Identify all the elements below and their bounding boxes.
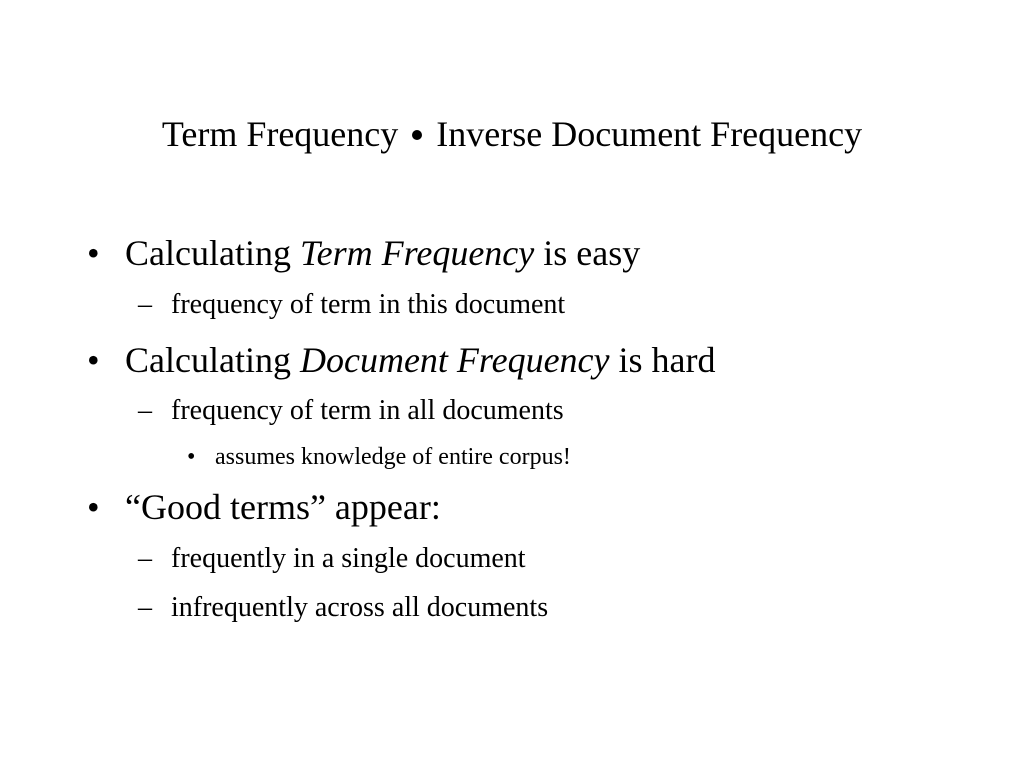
title-right-text: Inverse Document Frequency (436, 114, 863, 154)
bullet-good-terms (87, 487, 441, 527)
dash-marker: – (138, 543, 152, 574)
bullet-marker: • (87, 233, 100, 273)
sub-bullet-text: frequently in a single document (171, 543, 526, 574)
sub-bullet-across-documents (138, 592, 548, 624)
bullet-dot-icon (412, 130, 422, 140)
bullet-prefix: Calculating (125, 233, 300, 273)
sub-sub-bullet-text: assumes knowledge of entire corpus! (215, 444, 571, 470)
bullet-marker: • (187, 444, 196, 470)
title-left-text: Term Frequency (161, 114, 399, 154)
bullet-marker: • (87, 487, 100, 527)
sub-bullet-this-document (138, 289, 565, 321)
bullet-prefix: Calculating (125, 340, 300, 380)
sub-bullet-single-document (138, 543, 526, 575)
bullet-suffix: is easy (534, 233, 641, 273)
bullet-document-frequency (87, 340, 716, 380)
dash-marker: – (138, 395, 152, 426)
slide-title (0, 112, 1024, 156)
dash-marker: – (138, 289, 152, 320)
bullet-marker: • (87, 340, 100, 380)
sub-bullet-text: frequency of term in all documents (171, 395, 564, 426)
bullet-emphasis: Document Frequency (299, 340, 610, 380)
bullet-text: “Good terms” appear: (125, 487, 441, 527)
sub-bullet-text: infrequently across all documents (171, 592, 549, 623)
sub-bullet-all-documents (138, 395, 564, 427)
sub-bullet-text: frequency of term in this document (171, 289, 566, 320)
bullet-term-frequency (87, 233, 640, 273)
bullet-emphasis: Term Frequency (299, 233, 535, 273)
bullet-suffix: is hard (609, 340, 716, 380)
sub-sub-bullet-corpus (187, 443, 571, 471)
dash-marker: – (138, 592, 152, 623)
